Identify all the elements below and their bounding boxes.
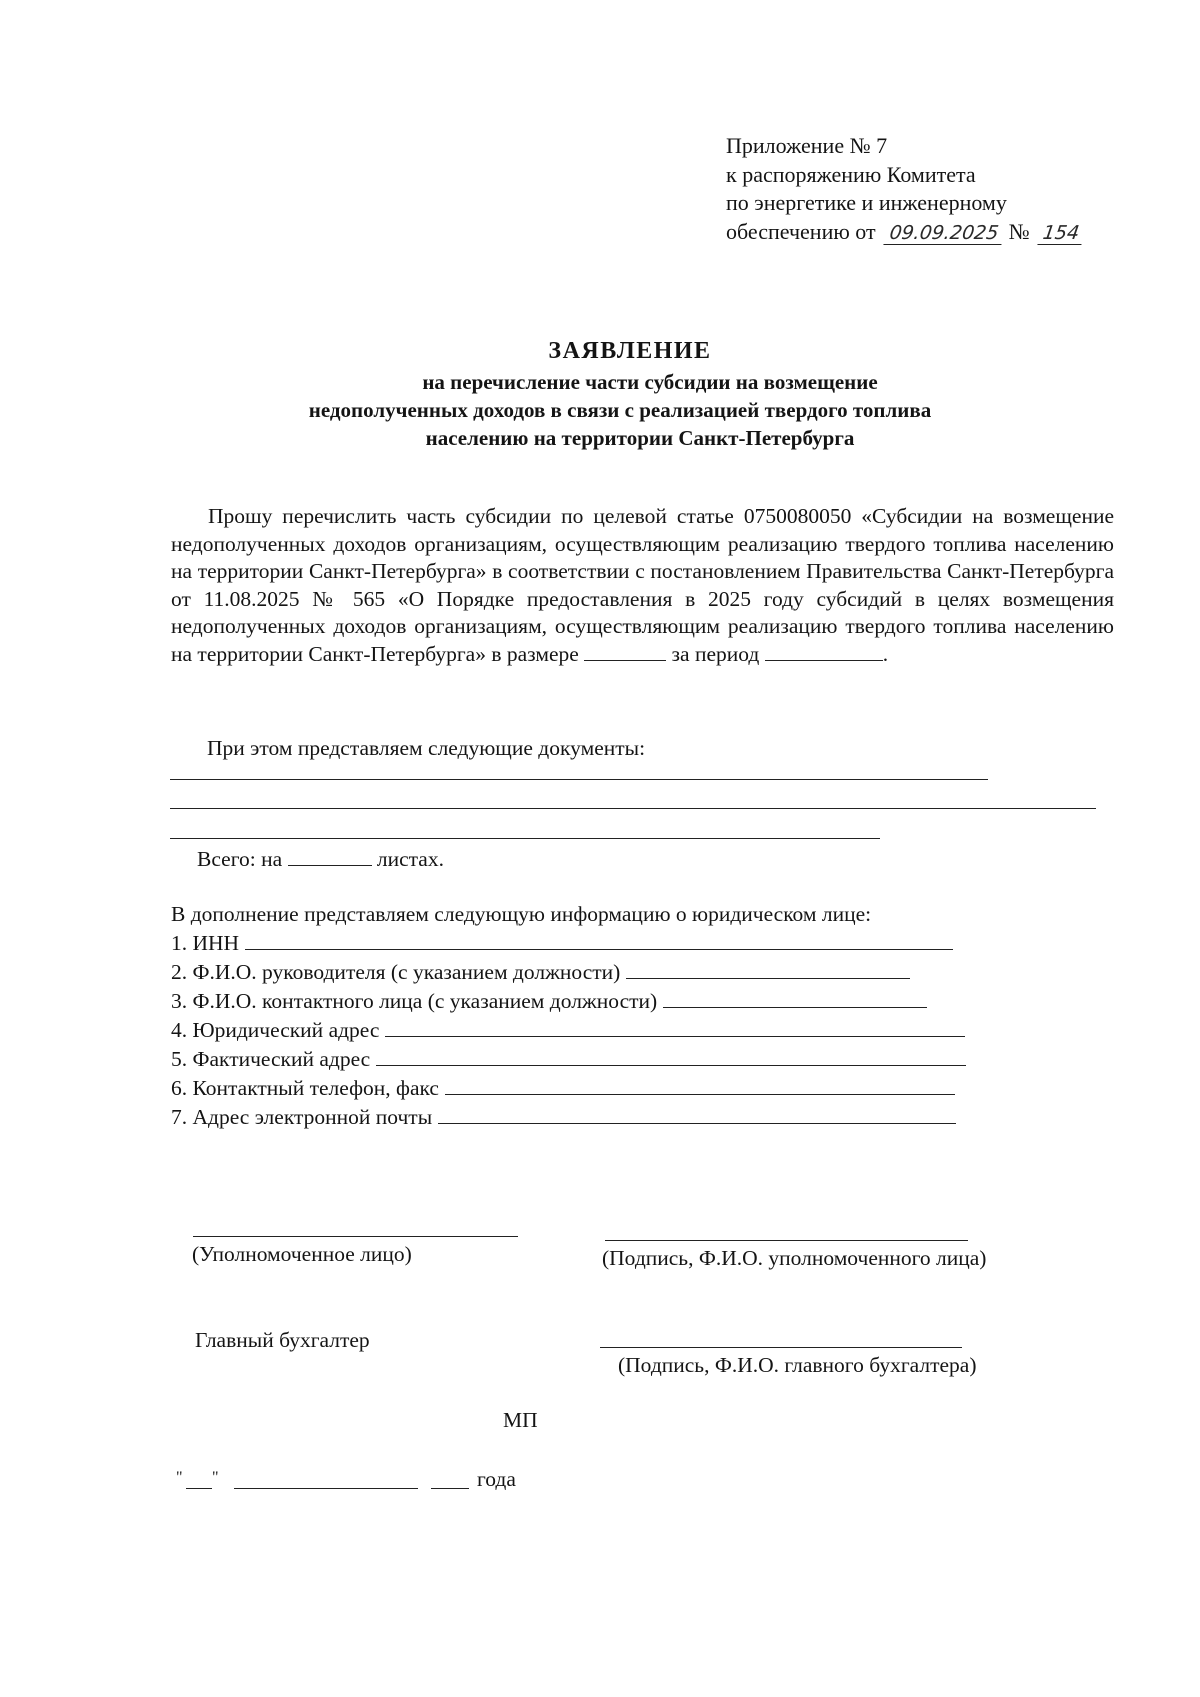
info-label-contact: 3. Ф.И.О. контактного лица (с указанием должности): [171, 989, 658, 1013]
info-label-phone: 6. Контактный телефон, факс: [171, 1076, 439, 1100]
accountant-signature-caption: (Подпись, Ф.И.О. главного бухгалтера): [618, 1353, 977, 1377]
title-line-3: населению на территории Санкт-Петербурга: [425, 426, 855, 450]
accountant-signature-line[interactable]: [600, 1347, 962, 1348]
info-row-inn: [171, 929, 966, 958]
title-main: ЗАЯВЛЕНИЕ: [548, 338, 712, 364]
appendix-header: [726, 132, 1083, 246]
appendix-date-prefix: обеспечению от: [726, 218, 876, 244]
documents-line-1[interactable]: [170, 779, 988, 780]
document-title: [0, 334, 1200, 452]
appendix-number: Приложение № 7: [726, 133, 888, 158]
appendix-committee: по энергетике и инженерному: [726, 190, 1007, 215]
sheets-total-prefix: Всего: на: [197, 847, 283, 871]
period-label: за период: [671, 641, 760, 666]
info-label-director: 2. Ф.И.О. руководителя (с указанием должности): [171, 960, 621, 984]
documents-line-3[interactable]: [170, 838, 880, 839]
info-heading: [171, 900, 966, 929]
sheets-total: [197, 845, 444, 873]
email-field[interactable]: [438, 1103, 956, 1124]
request-paragraph: [171, 503, 1114, 668]
legal-address-field[interactable]: [385, 1016, 965, 1037]
director-field[interactable]: [626, 958, 910, 979]
appendix-order-ref: к распоряжению Комитета: [726, 161, 976, 187]
order-number-label: №: [1008, 218, 1030, 244]
inn-field[interactable]: [245, 929, 953, 950]
info-row-email: [171, 1103, 966, 1132]
title-line-1: на перечисление части субсидии на возмещение: [422, 370, 878, 394]
info-label-email: 7. Адрес электронной почты: [171, 1105, 433, 1129]
authorized-person-caption: (Уполномоченное лицо): [192, 1242, 412, 1266]
year-blank[interactable]: [431, 1488, 469, 1489]
legal-entity-info: [171, 900, 966, 1132]
info-row-phone: [171, 1074, 966, 1103]
info-label-legal-address: 4. Юридический адрес: [171, 1018, 380, 1042]
title-line-2: недополученных доходов в связи с реализацией твердого топлива: [308, 398, 932, 422]
documents-heading: При этом представляем следующие документы:: [207, 736, 646, 760]
paragraph-end: .: [882, 641, 889, 666]
authorized-person-line[interactable]: [193, 1236, 518, 1237]
authorized-signature-line[interactable]: [605, 1240, 968, 1241]
contact-person-field[interactable]: [663, 987, 927, 1008]
sheets-total-suffix: листах.: [376, 847, 444, 871]
phone-fax-field[interactable]: [445, 1074, 955, 1095]
chief-accountant-label: Главный бухгалтер: [195, 1328, 370, 1352]
info-heading-text: В дополнение представляем следующую информацию о юридическом лице:: [171, 902, 872, 926]
documents-line-2[interactable]: [170, 808, 1096, 809]
info-row-actual-address: [171, 1045, 966, 1074]
request-text: Прошу перечислить часть субсидии по целевой статье 0750080050 «Субсидии на возмещение недополученных доходов организациям, осуществляющим реализацию твердого топлива населению на территории Санкт-Петербурга» в соответствии с постановлением Правительства Санкт-Петербурга от 11.08.2025 № 565 «О Порядке предоставления в 2025 году субсидий в целях возмещения недополученных доходов организациям, осуществляющим реализацию твердого топлива населению на территории Санкт-Петербурга» в размере: [171, 504, 1114, 666]
authorized-signature-caption: (Подпись, Ф.И.О. уполномоченного лица): [602, 1246, 987, 1270]
actual-address-field[interactable]: [376, 1045, 966, 1066]
quote-close: ": [212, 1469, 219, 1486]
quote-open: ": [176, 1469, 183, 1486]
info-row-contact: [171, 987, 966, 1016]
sheets-count-blank[interactable]: [288, 847, 372, 866]
day-blank[interactable]: [186, 1488, 212, 1489]
info-label-inn: 1. ИНН: [171, 931, 240, 955]
stamp-placeholder: МП: [503, 1408, 538, 1432]
info-row-director: [171, 958, 966, 987]
month-blank[interactable]: [234, 1488, 418, 1489]
info-label-actual-address: 5. Фактический адрес: [171, 1047, 371, 1071]
handwritten-order-number: 154: [1037, 222, 1084, 245]
year-word: года: [477, 1467, 516, 1491]
info-row-legal-address: [171, 1016, 966, 1045]
amount-blank[interactable]: [584, 642, 666, 661]
appendix-date-line: [726, 218, 1083, 247]
handwritten-date: 09.09.2025: [883, 222, 1004, 245]
period-blank[interactable]: [765, 642, 883, 661]
